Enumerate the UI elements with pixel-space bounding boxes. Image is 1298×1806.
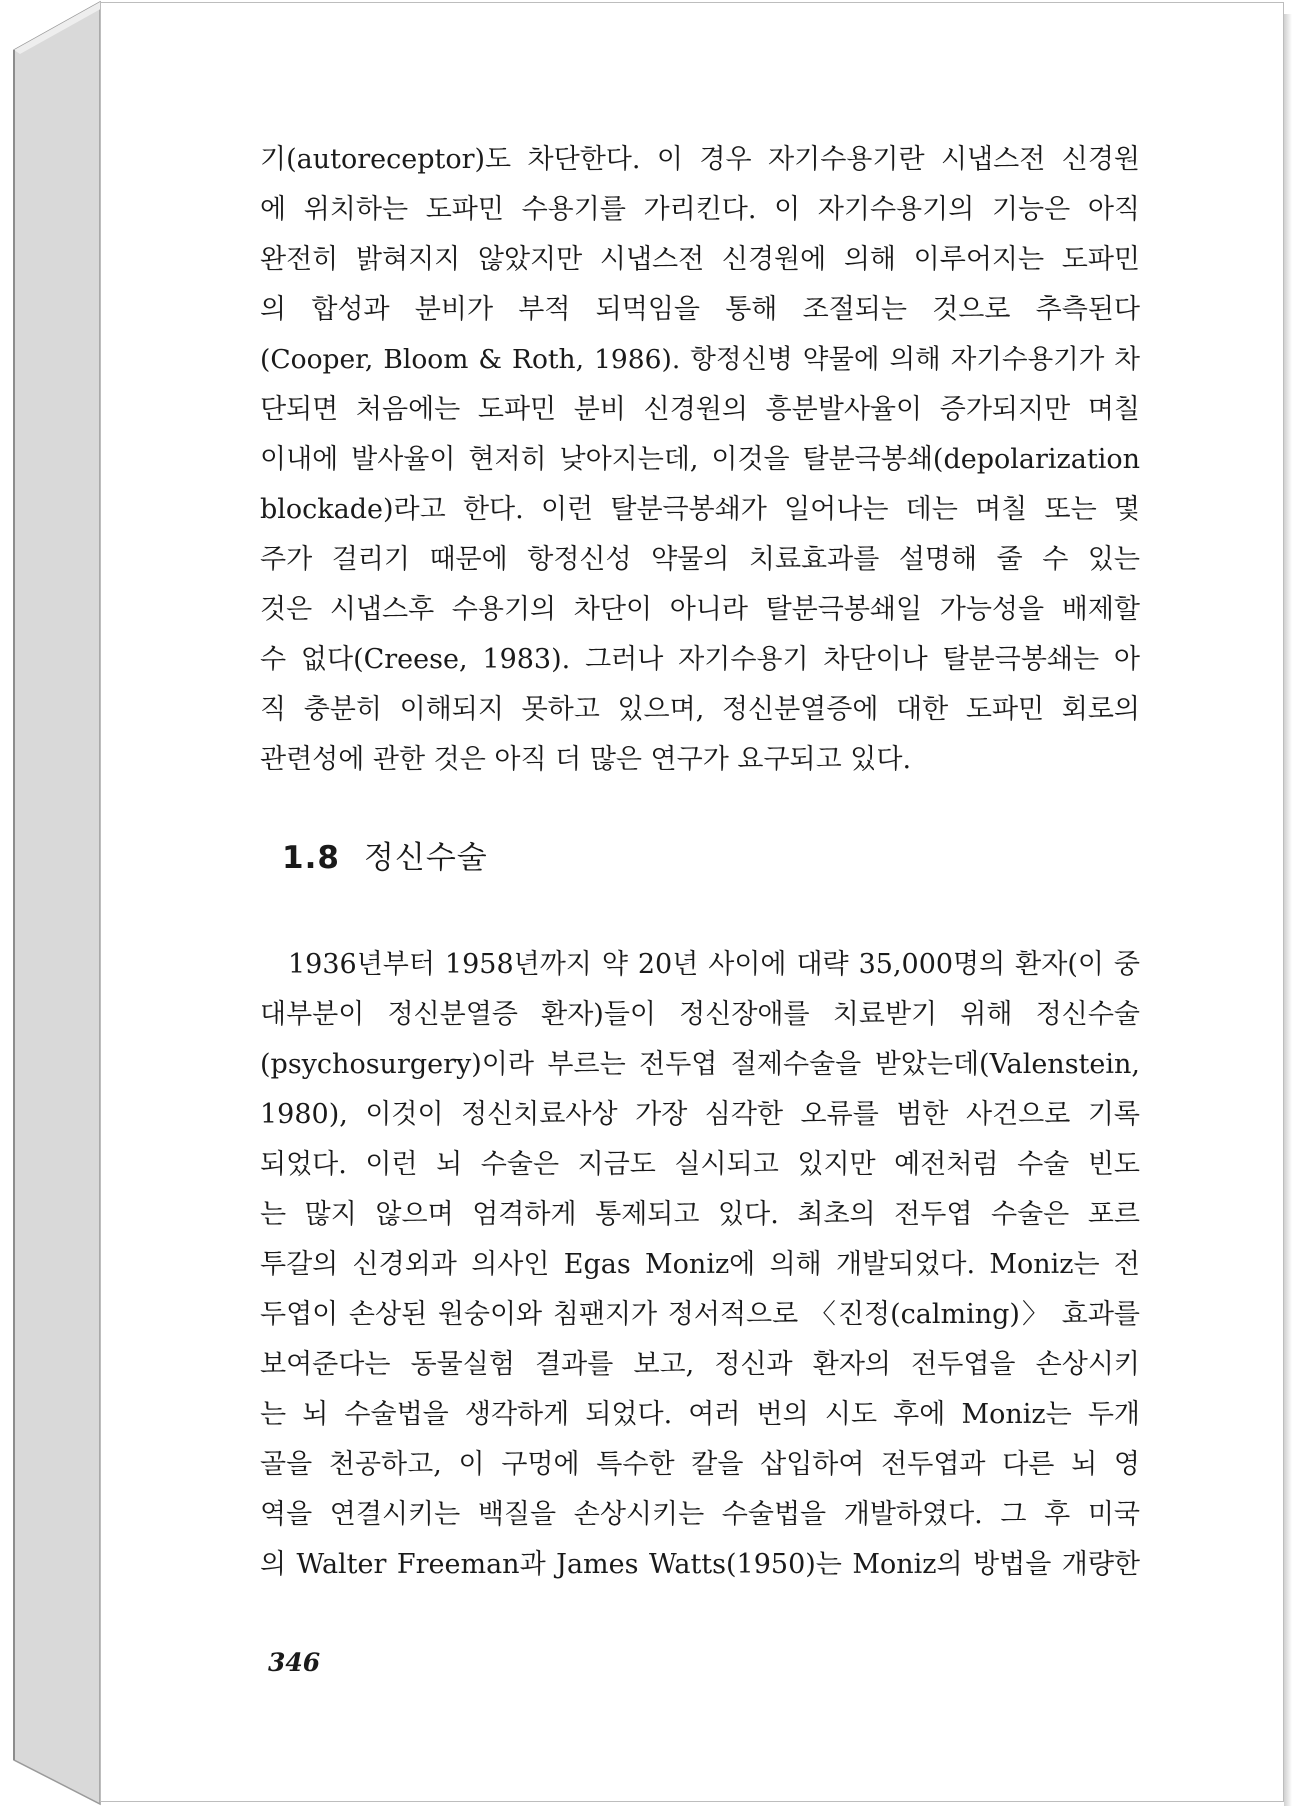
section-title: 정신수술 <box>363 840 488 876</box>
text-line: (Cooper, Bloom & Roth, 1986). 항정신병 약물에 의해 자기수용기가 차 <box>260 344 1140 375</box>
text-line: 보여준다는 동물실험 결과를 보고, 정신과 환자의 전두엽을 손상시키 <box>260 1349 1140 1380</box>
text-line: 의 Walter Freeman과 James Watts(1950)는 Moniz의 방법을 개량한 <box>260 1549 1140 1580</box>
paragraph-dopamine-autoreceptor <box>260 135 1140 785</box>
text-line: blockade)라고 한다. 이런 탈분극봉쇄가 일어나는 데는 며칠 또는 몇 <box>260 494 1140 525</box>
text-line: 골을 천공하고, 이 구멍에 특수한 칼을 삽입하여 전두엽과 다른 뇌 영 <box>260 1449 1140 1480</box>
text-line: 의 합성과 분비가 부적 되먹임을 통해 조절되는 것으로 추측된다 <box>260 294 1140 325</box>
section-number: 1.8 <box>282 840 340 876</box>
text-line: 는 뇌 수술법을 생각하게 되었다. 여러 번의 시도 후에 Moniz는 두개 <box>260 1399 1140 1430</box>
text-line: 완전히 밝혀지지 않았지만 시냅스전 신경원에 의해 이루어지는 도파민 <box>260 244 1140 275</box>
text-line: 것은 시냅스후 수용기의 차단이 아니라 탈분극봉쇄일 가능성을 배제할 <box>260 594 1140 625</box>
text-line: 1936년부터 1958년까지 약 20년 사이에 대략 35,000명의 환자(이 중 <box>288 949 1140 980</box>
text-line: 이내에 발사율이 현저히 낮아지는데, 이것을 탈분극봉쇄(depolarization <box>260 444 1140 475</box>
paragraph-psychosurgery <box>260 940 1140 1590</box>
text-line: 대부분이 정신분열증 환자)들이 정신장애를 치료받기 위해 정신수술 <box>260 999 1140 1030</box>
text-line: 에 위치하는 도파민 수용기를 가리킨다. 이 자기수용기의 기능은 아직 <box>260 194 1140 225</box>
text-line: 투갈의 신경외과 의사인 Egas Moniz에 의해 개발되었다. Moniz는 전 <box>260 1249 1140 1280</box>
text-line: 단되면 처음에는 도파민 분비 신경원의 흥분발사율이 증가되지만 며칠 <box>260 394 1140 425</box>
text-line: 역을 연결시키는 백질을 손상시키는 수술법을 개발하였다. 그 후 미국 <box>260 1499 1140 1530</box>
section-heading <box>282 832 488 877</box>
page-number: 346 <box>268 1648 321 1677</box>
text-line: 두엽이 손상된 원숭이와 침팬지가 정서적으로 〈진정(calming)〉 효과를 <box>260 1299 1140 1330</box>
text-line: 는 많지 않으며 엄격하게 통제되고 있다. 최초의 전두엽 수술은 포르 <box>260 1199 1140 1230</box>
text-line: 수 없다(Creese, 1983). 그러나 자기수용기 차단이나 탈분극봉쇄는 아 <box>260 644 1140 675</box>
text-line-last: 관련성에 관한 것은 아직 더 많은 연구가 요구되고 있다. <box>260 744 912 775</box>
text-line: 1980), 이것이 정신치료사상 가장 심각한 오류를 범한 사건으로 기록 <box>260 1099 1140 1130</box>
text-line: (psychosurgery)이라 부르는 전두엽 절제수술을 받았는데(Valenstein, <box>260 1049 1140 1080</box>
text-line: 주가 걸리기 때문에 항정신성 약물의 치료효과를 설명해 줄 수 있는 <box>260 544 1140 575</box>
text-line: 직 충분히 이해되지 못하고 있으며, 정신분열증에 대한 도파민 회로의 <box>260 694 1140 725</box>
page-edge-shadow <box>1284 14 1292 1806</box>
text-line: 기(autoreceptor)도 차단한다. 이 경우 자기수용기란 시냅스전 신경원 <box>260 144 1140 175</box>
text-line: 되었다. 이런 뇌 수술은 지금도 실시되고 있지만 예전처럼 수술 빈도 <box>260 1149 1140 1180</box>
